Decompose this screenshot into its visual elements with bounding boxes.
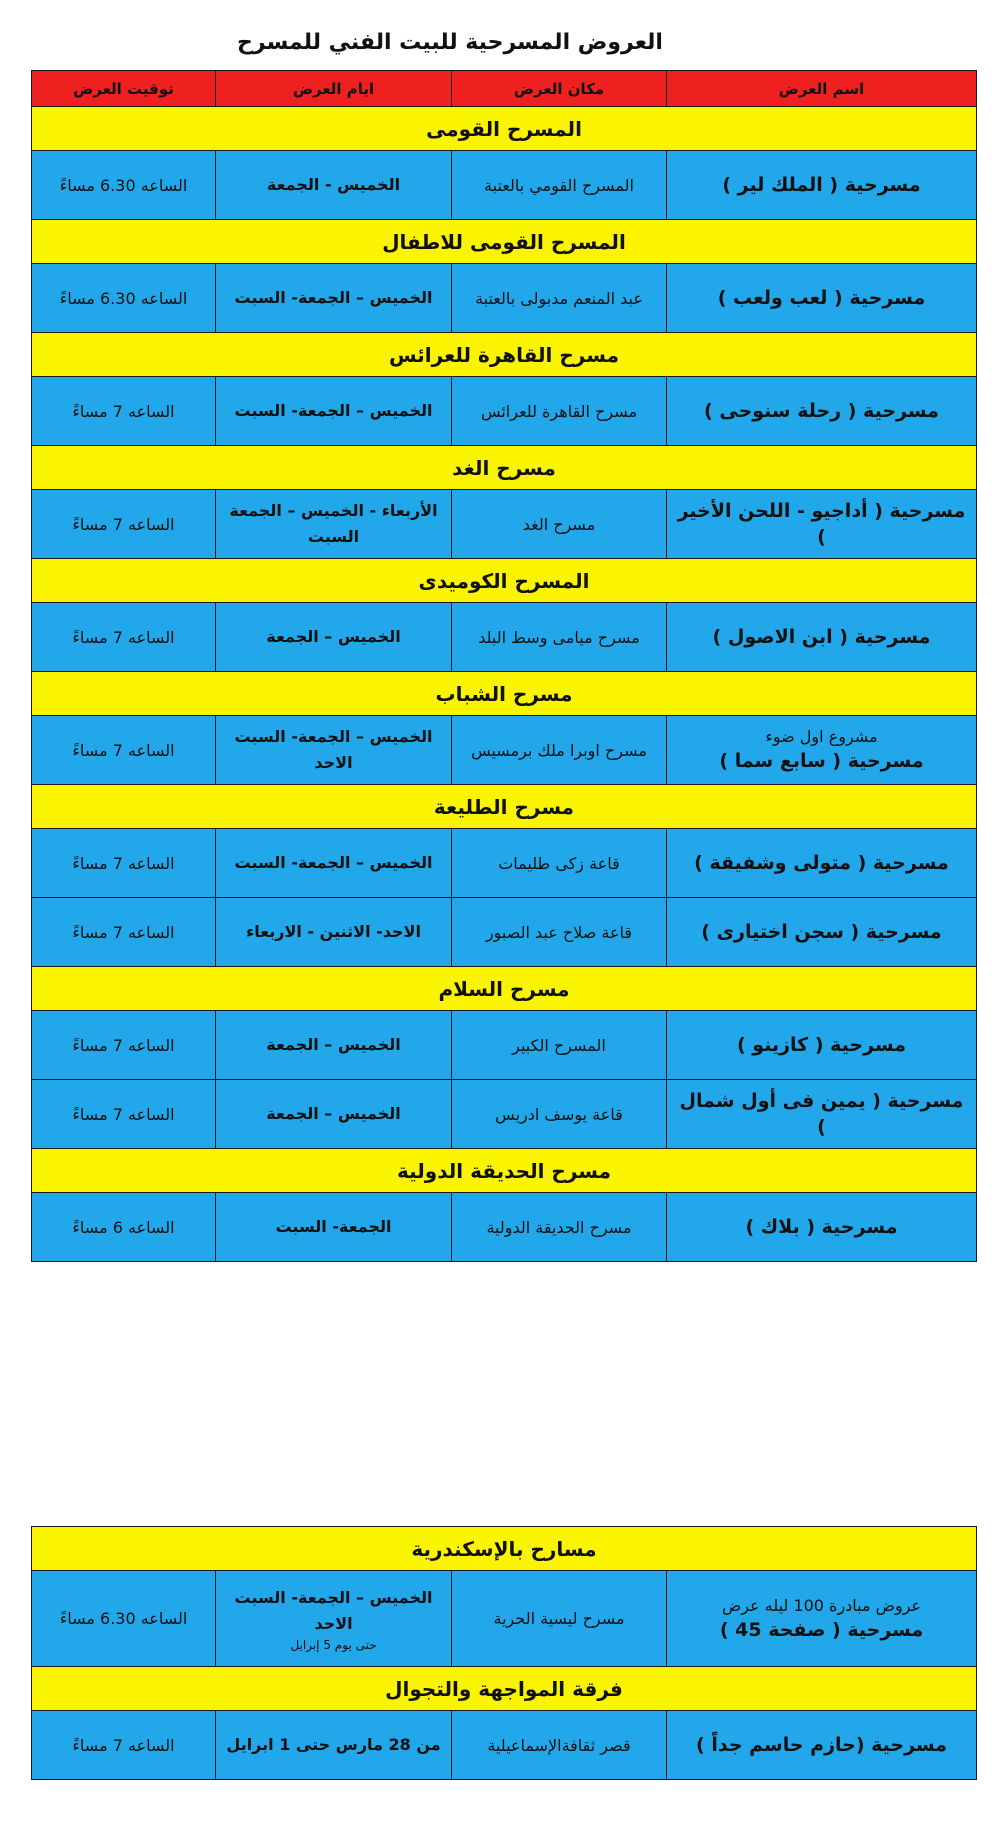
show-days: الخميس – الجمعة- السبت: [234, 288, 433, 307]
header-days: ايام العرض: [216, 71, 452, 107]
schedule-table: [31, 70, 977, 1262]
header-venue: مكان العرض: [452, 71, 667, 107]
section-title: مسرح الغد: [32, 446, 977, 490]
show-row: [32, 829, 977, 898]
time-cell: الساعه 7 مساءً: [32, 603, 216, 672]
time-cell: الساعه 7 مساءً: [32, 377, 216, 446]
days-cell: [216, 377, 452, 446]
show-days: الخميس – الجمعة- السبت: [234, 853, 433, 872]
time-cell: الساعه 7 مساءً: [32, 1711, 216, 1780]
section-title: المسرح الكوميدى: [32, 559, 977, 603]
show-days: الأربعاء - الخميس – الجمعة: [229, 501, 438, 520]
show-row: [32, 898, 977, 967]
show-row: [32, 264, 977, 333]
days-cell: [216, 1011, 452, 1080]
section-row: [32, 785, 977, 829]
show-name-cell: [667, 377, 977, 446]
show-name: مسرحية ( يمين فى أول شمال ): [679, 1090, 964, 1138]
show-name: مسرحية ( أداجيو - اللحن الأخير ): [677, 500, 966, 548]
section-title: المسرح القومى: [32, 107, 977, 151]
show-name-cell: [667, 1080, 977, 1149]
section-row: [32, 1149, 977, 1193]
show-name-cell: [667, 829, 977, 898]
show-name-cell: [667, 603, 977, 672]
section-row: [32, 672, 977, 716]
section-row: [32, 333, 977, 377]
show-name: مسرحية ( سابع سما ): [719, 750, 924, 772]
show-name-cell: [667, 264, 977, 333]
venue-cell: مسرح ميامى وسط البلد: [452, 603, 667, 672]
show-days-continued: السبت: [307, 527, 360, 546]
days-cell: [216, 603, 452, 672]
show-name-cell: [667, 1011, 977, 1080]
show-name: مسرحية ( كازينو ): [736, 1034, 907, 1056]
page-title: العروض المسرحية للبيت الفني للمسرح: [237, 30, 663, 55]
section-row: [32, 559, 977, 603]
section-row: [32, 107, 977, 151]
venue-cell: المسرح الكبير: [452, 1011, 667, 1080]
time-cell: الساعه 7 مساءً: [32, 1080, 216, 1149]
show-name: مسرحية ( بلاك ): [745, 1216, 898, 1238]
show-name: مسرحية ( رحلة سنوحى ): [704, 400, 939, 422]
show-name-note: عروض مبادرة 100 ليله عرض: [721, 1595, 922, 1615]
days-cell: [216, 829, 452, 898]
days-cell: [216, 151, 452, 220]
time-cell: الساعه 7 مساءً: [32, 829, 216, 898]
show-days-continued: الاحد: [314, 1613, 353, 1633]
section-title: مسرح السلام: [32, 967, 977, 1011]
header-show-name: اسم العرض: [667, 71, 977, 107]
days-note: حتى يوم 5 إبرايل: [290, 1637, 377, 1652]
show-row: [32, 1011, 977, 1080]
time-cell: الساعه 6.30 مساءً: [32, 264, 216, 333]
show-row: [32, 490, 977, 559]
show-name-cell: [667, 1193, 977, 1262]
section-title: فرقة المواجهة والتجوال: [32, 1667, 977, 1711]
time-cell: الساعه 7 مساءً: [32, 716, 216, 785]
time-cell: الساعه 7 مساءً: [32, 490, 216, 559]
section-title: مسرح الشباب: [32, 672, 977, 716]
show-days: الاحد- الاثنين - الاربعاء: [246, 922, 421, 941]
show-days: الخميس – الجمعة- السبت: [234, 1587, 433, 1607]
venue-cell: قاعة يوسف ادريس: [452, 1080, 667, 1149]
time-cell: الساعه 6.30 مساءً: [32, 1571, 216, 1667]
venue-cell: مسرح الحديقة الدولية: [452, 1193, 667, 1262]
section-row: [32, 1527, 977, 1571]
show-row: [32, 1711, 977, 1780]
show-days: الخميس – الجمعة: [266, 1104, 401, 1123]
show-name-cell: [667, 716, 977, 785]
days-cell: [216, 898, 452, 967]
show-row: [32, 603, 977, 672]
show-name: مسرحية ( سجن اختيارى ): [701, 921, 942, 943]
section-title: مسرح الطليعة: [32, 785, 977, 829]
section-row: [32, 220, 977, 264]
show-name-cell: [667, 151, 977, 220]
time-cell: الساعه 6.30 مساءً: [32, 151, 216, 220]
days-cell: [216, 716, 452, 785]
show-name-cell: [667, 490, 977, 559]
show-name-cell: [667, 898, 977, 967]
time-cell: الساعه 6 مساءً: [32, 1193, 216, 1262]
show-row: [32, 1571, 977, 1667]
show-row: [32, 1193, 977, 1262]
days-cell: [216, 1080, 452, 1149]
venue-cell: مسرح القاهرة للعرائس: [452, 377, 667, 446]
show-days: الخميس - الجمعة: [266, 175, 401, 194]
show-name: مسرحية ( متولى وشفيقة ): [694, 852, 949, 874]
show-days: الخميس – الجمعة: [266, 627, 401, 646]
show-name-cell: [667, 1571, 977, 1667]
venue-cell: مسرح ليسية الحرية: [452, 1571, 667, 1667]
show-days: الخميس – الجمعة- السبت: [234, 401, 433, 420]
time-cell: الساعه 7 مساءً: [32, 898, 216, 967]
show-days: الخميس – الجمعة: [266, 1035, 401, 1054]
show-name-note: مشروع اول ضوء: [765, 727, 878, 746]
venue-cell: قاعة زكى طليمات: [452, 829, 667, 898]
show-name: مسرحية ( ابن الاصول ): [712, 626, 931, 648]
days-cell: [216, 490, 452, 559]
show-row: [32, 151, 977, 220]
section-title: مسرح القاهرة للعرائس: [32, 333, 977, 377]
show-name: مسرحية ( لعب ولعب ): [717, 287, 926, 309]
show-name: مسرحية ( صفحة 45 ): [719, 1618, 924, 1641]
section-title: مسرح الحديقة الدولية: [32, 1149, 977, 1193]
section-row: [32, 446, 977, 490]
show-days: من 28 مارس حتى 1 ابرايل: [226, 1735, 441, 1754]
time-cell: الساعه 7 مساءً: [32, 1011, 216, 1080]
venue-cell: قاعة صلاح عبد الصبور: [452, 898, 667, 967]
section-row: [32, 1667, 977, 1711]
show-row: [32, 377, 977, 446]
section-title: المسرح القومى للاطفال: [32, 220, 977, 264]
alexandria-touring-table: [31, 1526, 977, 1780]
section-title: مسارح بالإسكندرية: [32, 1527, 977, 1571]
venue-cell: قصر ثقافةالإسماعيلية: [452, 1711, 667, 1780]
table-header-row: [32, 71, 977, 107]
days-cell: [216, 264, 452, 333]
show-name-cell: [667, 1711, 977, 1780]
header-time: توقيت العرض: [32, 71, 216, 107]
show-days: الخميس – الجمعة- السبت: [234, 727, 433, 746]
days-cell: [216, 1711, 452, 1780]
days-cell: [216, 1193, 452, 1262]
venue-cell: مسرح اوبرا ملك برمسيس: [452, 716, 667, 785]
show-days: الجمعة- السبت: [275, 1217, 392, 1236]
show-name: مسرحية (حازم حاسم جداً ): [696, 1734, 948, 1756]
days-cell: [216, 1571, 452, 1667]
venue-cell: مسرح الغد: [452, 490, 667, 559]
show-days-continued: الاحد: [314, 753, 353, 772]
section-row: [32, 967, 977, 1011]
venue-cell: المسرح القومي بالعتبة: [452, 151, 667, 220]
show-row: [32, 716, 977, 785]
show-row: [32, 1080, 977, 1149]
venue-cell: عبد المنعم مدبولى بالعتبة: [452, 264, 667, 333]
show-name: مسرحية ( الملك لير ): [722, 174, 921, 196]
